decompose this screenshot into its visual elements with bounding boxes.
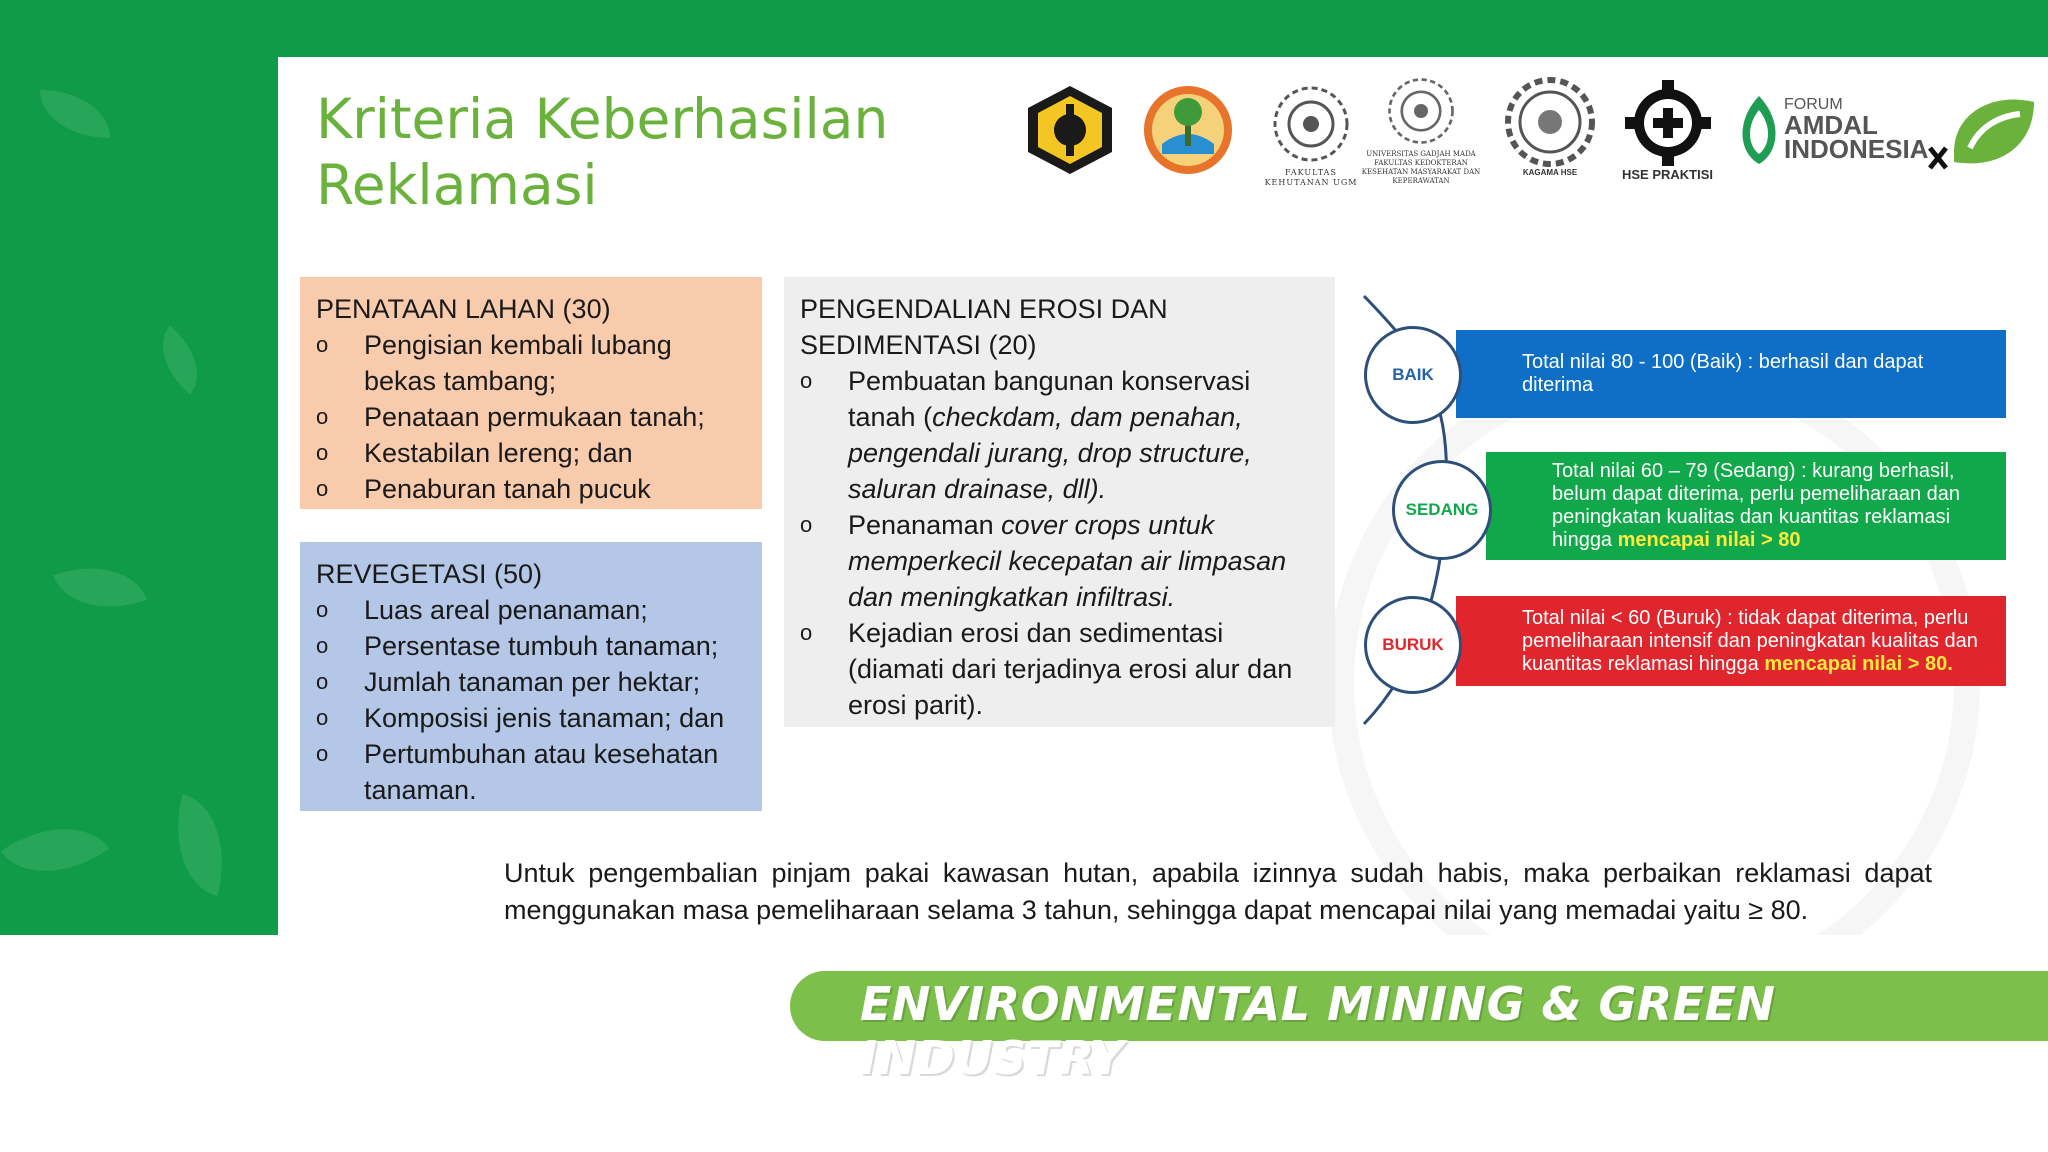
buruk-bar	[1456, 596, 2006, 686]
hse-gear-cross-icon	[1623, 78, 1713, 168]
bullet-icon: o	[316, 705, 329, 730]
kagama-hse-logo	[1504, 76, 1596, 178]
list-item	[316, 435, 746, 471]
footer-banner-text: ENVIRONMENTAL MINING & GREEN INDUSTRY	[860, 977, 1776, 1085]
ugm-kedokteran-caption: UNIVERSITAS GADJAH MADA FAKULTAS KEDOKTERAN KESEHATAN MASYARAKAT DAN KEPERAWATAN	[1361, 150, 1481, 185]
list-item-text: Penataan permukaan tanah;	[364, 402, 705, 432]
list-item	[316, 327, 746, 399]
list-item-text: Pengisian kembali lubang bekas tambang;	[364, 330, 672, 396]
esdm-logo	[1022, 84, 1118, 176]
revegetasi-heading: REVEGETASI (50)	[316, 559, 543, 589]
list-item-text: Persentase tumbuh tanaman;	[364, 631, 719, 661]
amdal-leaf-icon	[1732, 90, 1786, 170]
leaf-decoration	[40, 90, 110, 138]
revegetasi-box	[300, 542, 762, 811]
forum-amdal-logo	[1732, 90, 1929, 170]
baik-bar	[1456, 330, 2006, 418]
ugm-kedokteran-logo	[1356, 76, 1486, 186]
kagama-gear-icon	[1504, 76, 1596, 168]
bullet-icon: o	[800, 620, 813, 645]
bullet-icon: o	[316, 476, 329, 501]
list-item-text: Penanaman	[848, 510, 1002, 540]
list-item	[316, 592, 746, 628]
kagama-hse-caption: KAGAMA HSE	[1522, 168, 1578, 177]
esdm-emblem-icon	[1022, 84, 1118, 176]
buruk-circle	[1364, 596, 1462, 694]
list-item-text: Komposisi jenis tanaman; dan	[364, 703, 725, 733]
criteria-diagram	[1356, 290, 2016, 730]
revegetasi-list	[316, 592, 746, 808]
list-item	[316, 664, 746, 700]
forum-amdal-text-2: AMDAL	[1784, 110, 1878, 140]
list-item	[800, 507, 1319, 615]
bullet-icon: o	[316, 597, 329, 622]
buruk-label: BURUK	[1382, 635, 1444, 654]
sedang-bar	[1486, 452, 2006, 560]
page-title	[316, 86, 888, 218]
list-item-text: Kejadian erosi dan sedimentasi (diamati dari terjadinya erosi alur dan erosi parit).	[848, 618, 1293, 720]
title-line-1: Kriteria Keberhasilan	[316, 87, 889, 151]
list-item	[316, 628, 746, 664]
baik-label: BAIK	[1392, 365, 1434, 384]
baik-circle	[1364, 326, 1462, 424]
sedang-highlight: mencapai nilai > 80	[1617, 529, 1801, 551]
list-item-text: Kestabilan lereng; dan	[364, 438, 633, 468]
ugm-flower-emblem-icon	[1271, 84, 1351, 164]
leaf-decoration	[159, 794, 240, 896]
bullet-icon: o	[316, 741, 329, 766]
ugm-emblem-icon	[1386, 76, 1456, 146]
list-item-text: Luas areal penanaman;	[364, 595, 648, 625]
hse-praktisi-caption: HSE PRAKTISI	[1622, 167, 1714, 182]
hse-praktisi-logo	[1622, 78, 1713, 180]
green-industry-logo	[1924, 82, 2042, 176]
footer-banner	[790, 971, 2048, 1085]
klhk-logo	[1142, 84, 1234, 176]
list-item-text: Penaburan tanah pucuk	[364, 474, 651, 504]
penataan-lahan-box	[300, 277, 762, 509]
forum-amdal-text-3: INDONESIA	[1784, 134, 1929, 164]
buruk-text: Total nilai < 60 (Buruk) : tidak dapat diterima, perlu pemeliharaan intensif dan peningkatan kualitas dan kuantitas reklamasi hingga	[1522, 606, 1978, 675]
list-item	[800, 363, 1319, 507]
sedang-text: Total nilai 60 – 79 (Sedang) : kurang berhasil, belum dapat diterima, perlu pemeliharaan dan peningkatan kualitas dan kuantitas reklamasi hingga	[1552, 460, 1961, 551]
bullet-icon: o	[316, 404, 329, 429]
list-item	[316, 471, 746, 507]
penataan-lahan-list	[316, 327, 746, 507]
list-item	[316, 700, 746, 736]
fakultas-kehutanan-caption: FAKULTAS KEHUTANAN UGM	[1264, 168, 1358, 187]
left-green-band	[0, 0, 278, 935]
baik-text: Total nilai 80 - 100 (Baik) : berhasil dan dapat diterima	[1522, 351, 1924, 396]
penataan-lahan-heading: PENATAAN LAHAN (30)	[316, 294, 611, 324]
green-leaf-x-icon	[1924, 82, 2042, 176]
footnote-paragraph: Untuk pengembalian pinjam pakai kawasan hutan, apabila izinnya sudah habis, maka perbaikan reklamasi dapat menggunakan masa pemeliharaan selama 3 tahun, sehingga dapat mencapai nilai yang memadai yaitu ≥ 80.	[504, 858, 1932, 925]
title-line-2: Reklamasi	[316, 153, 598, 217]
list-item	[316, 399, 746, 435]
list-item-italic-text: checkdam, dam penahan, pengendali jurang, drop structure, saluran drainase, dll).	[848, 402, 1252, 504]
list-item	[800, 615, 1319, 723]
fakultas-kehutanan-logo	[1256, 84, 1366, 188]
bullet-icon: o	[316, 633, 329, 658]
list-item-text: Jumlah tanaman per hektar;	[364, 667, 701, 697]
bullet-icon: o	[316, 440, 329, 465]
list-item-italic-text: cover crops untuk memperkecil kecepatan air limpasan dan meningkatkan infiltrasi.	[848, 510, 1287, 612]
list-item	[316, 736, 746, 808]
buruk-highlight: mencapai nilai > 80.	[1764, 652, 1953, 675]
sedang-label: SEDANG	[1405, 500, 1479, 519]
pengendalian-erosi-heading: PENGENDALIAN EROSI DAN SEDIMENTASI (20)	[800, 294, 1168, 360]
bullet-icon: o	[800, 368, 813, 393]
bullet-icon: o	[316, 669, 329, 694]
list-item-text: Pembuatan bangunan konservasi tanah (	[848, 366, 1251, 432]
klhk-emblem-icon	[1142, 84, 1234, 176]
pengendalian-erosi-box	[784, 277, 1335, 727]
leaf-decoration	[1, 800, 109, 901]
forum-amdal-text-1: FORUM	[1784, 96, 1843, 113]
bullet-icon: o	[800, 512, 813, 537]
list-item-text: Pertumbuhan atau kesehatan tanaman.	[364, 739, 719, 805]
bullet-icon: o	[316, 332, 329, 357]
sedang-circle	[1392, 460, 1492, 560]
pengendalian-erosi-list	[800, 363, 1319, 723]
leaf-decoration	[144, 325, 216, 394]
leaf-decoration	[53, 548, 147, 627]
top-green-band	[0, 0, 2048, 57]
